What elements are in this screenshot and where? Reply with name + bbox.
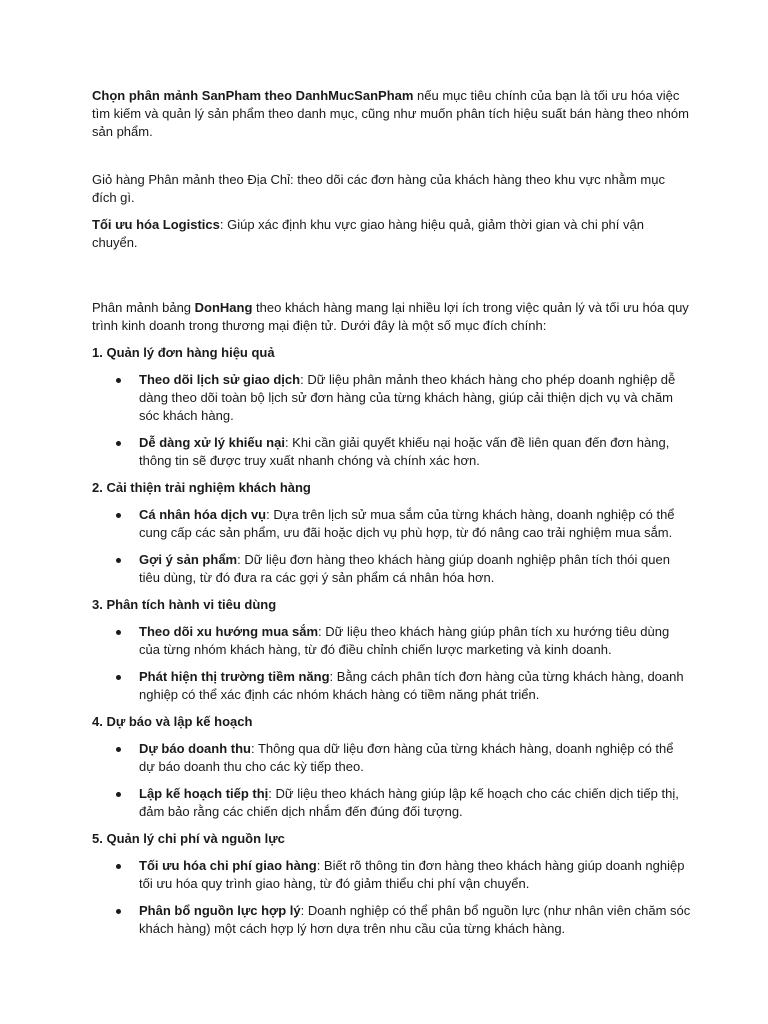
section-heading-2: 2. Cải thiện trải nghiệm khách hàng [92, 480, 311, 495]
item-text: : Bằng cách phân tích đơn hàng của từng khách hàng, doanh nghiệp có thể xác định các nhóm khách hàng có tiềm năng phát triển. [139, 669, 684, 702]
section-heading-3: 3. Phân tích hành vi tiêu dùng [92, 597, 277, 612]
item-text: : Thông qua dữ liệu đơn hàng của từng khách hàng, doanh nghiệp có thể dự báo doanh thu cho các kỳ tiếp theo. [139, 741, 674, 774]
section-heading-1: 1. Quản lý đơn hàng hiệu quả [92, 345, 275, 360]
item-text: : Biết rõ thông tin đơn hàng theo khách hàng giúp doanh nghiệp tối ưu hóa quy trình giao hàng, từ đó giảm thiểu chi phí vận chuyển. [139, 858, 685, 891]
item-text: : Doanh nghiệp có thể phân bổ nguồn lực (như nhân viên chăm sóc khách hàng) một cách hợp lý hơn dựa trên nhu cầu của từng khách hàng. [139, 903, 691, 936]
item-title: Theo dõi xu hướng mua sắm [139, 624, 319, 639]
section-list-4 [92, 740, 692, 821]
section-list-1 [92, 371, 692, 470]
intro-bold-1: Chọn phân mảnh SanPham theo DanhMucSanPham [92, 88, 414, 103]
list-item [139, 785, 692, 821]
intro-text-1: nếu mục tiêu chính của bạn là tối ưu hóa việc tìm kiếm và quản lý sản phẩm theo danh mục, cũng như muốn phân tích hiệu suất bán hàng theo nhóm sản phẩm. [92, 88, 689, 139]
intro-paragraph-3 [92, 216, 692, 252]
item-title: Dễ dàng xử lý khiếu nại [139, 435, 285, 450]
section-heading-4: 4. Dự báo và lập kế hoạch [92, 714, 253, 729]
intro-bold-3: Tối ưu hóa Logistics [92, 217, 220, 232]
list-item [139, 551, 692, 587]
list-item [139, 902, 692, 938]
item-text: : Dữ liệu đơn hàng theo khách hàng giúp doanh nghiệp phân tích thói quen tiêu dùng, từ đó đưa ra các gợi ý sản phẩm cá nhân hóa hơn. [139, 552, 670, 585]
item-text: : Khi cần giải quyết khiếu nại hoặc vấn đề liên quan đến đơn hàng, thông tin sẽ được truy xuất nhanh chóng và chính xác hơn. [139, 435, 670, 468]
item-title: Dự báo doanh thu [139, 741, 251, 756]
intro-paragraph-1 [92, 87, 692, 141]
list-item [139, 857, 692, 893]
list-item [139, 740, 692, 776]
intro-paragraph-2: Giỏ hàng Phân mảnh theo Địa Chỉ: theo dõi các đơn hàng của khách hàng theo khu vực nhằm mục đích gì. [92, 172, 665, 205]
list-item [139, 506, 692, 542]
item-title: Theo dõi lịch sử giao dịch [139, 372, 301, 387]
item-text: : Dữ liệu theo khách hàng giúp lập kế hoạch cho các chiến dịch tiếp thị, đảm bảo rằng các chiến dịch nhắm đến đúng đối tượng. [139, 786, 679, 819]
item-text: : Dữ liệu theo khách hàng giúp phân tích xu hướng tiêu dùng của từng nhóm khách hàng, từ đó điều chỉnh chiến lược marketing và kinh doanh. [139, 624, 670, 657]
list-item [139, 623, 692, 659]
item-title: Tối ưu hóa chi phí giao hàng [139, 858, 317, 873]
intro-bold-4: DonHang [194, 300, 253, 315]
list-item [139, 668, 692, 704]
intro-text-4a: Phân mảnh bảng [92, 300, 195, 315]
section-list-2 [92, 506, 692, 587]
section-list-3 [92, 623, 692, 704]
intro-text-3: : Giúp xác định khu vực giao hàng hiệu quả, giảm thời gian và chi phí vận chuyển. [92, 217, 644, 250]
item-text: : Dựa trên lịch sử mua sắm của từng khách hàng, doanh nghiệp có thể cung cấp các sản phẩm, ưu đãi hoặc dịch vụ phù hợp, từ đó nâng cao trải nghiệm mua sắm. [139, 507, 675, 540]
item-title: Phân bổ nguồn lực hợp lý [139, 903, 301, 918]
item-title: Cá nhân hóa dịch vụ [139, 507, 267, 522]
item-title: Gợi ý sản phẩm [139, 552, 238, 567]
item-title: Lập kế hoạch tiếp thị [139, 786, 269, 801]
intro-paragraph-4 [92, 299, 692, 335]
document-body [92, 87, 692, 947]
section-list-5 [92, 857, 692, 938]
item-text: : Dữ liệu phân mảnh theo khách hàng cho phép doanh nghiệp dễ dàng theo dõi toàn bộ lịch sử đơn hàng của từng khách hàng, giúp cải thiện dịch vụ và chăm sóc khách hàng. [139, 372, 676, 423]
list-item [139, 371, 692, 425]
section-heading-5: 5. Quản lý chi phí và nguồn lực [92, 831, 285, 846]
list-item [139, 434, 692, 470]
item-title: Phát hiện thị trường tiềm năng [139, 669, 330, 684]
intro-text-4b: theo khách hàng mang lại nhiều lợi ích trong việc quản lý và tối ưu hóa quy trình kinh doanh trong thương mại điện tử. Dưới đây là một số mục đích chính: [92, 300, 689, 333]
